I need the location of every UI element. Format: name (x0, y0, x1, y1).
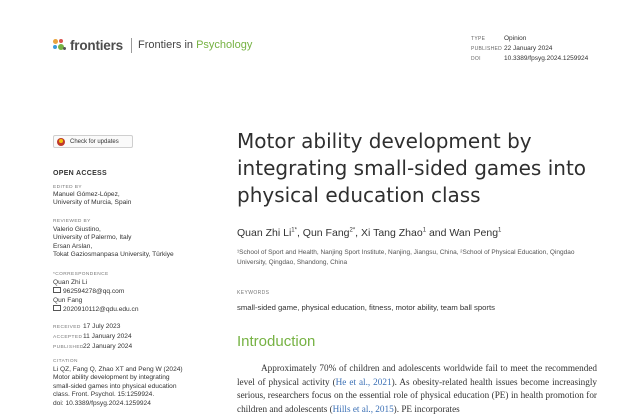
mail-icon (53, 287, 61, 293)
frontiers-logo[interactable] (53, 37, 123, 53)
correspondence-value: Quan Zhi Li 962594278@qq.com Qun Fang 2020910112@qdu.edu.cn (53, 279, 139, 314)
citation-link[interactable]: He et al., 2021 (335, 376, 392, 387)
citation-label: CITATION (53, 359, 78, 364)
section-heading: Introduction (237, 333, 316, 350)
check-for-updates-button[interactable]: Check for updates (53, 135, 133, 148)
received-date: RECEIVED 17 July 2023 (53, 323, 121, 330)
author[interactable]: Wan Peng$^1$ (449, 227, 502, 239)
accepted-date: ACCEPTED11 January 2024 (53, 333, 132, 340)
reviewed-by-value: Valerio Giustino, University of Palermo, Italy Ersan Arslan, Tokat Gaziosmanpasa University, Türkiye (53, 226, 174, 259)
correspondence-label: *CORRESPONDENCE (53, 272, 109, 277)
meta-published: PUBLISHED 22 January 2024 (471, 45, 553, 52)
keywords-label: KEYWORDS (237, 290, 270, 296)
citation-link[interactable]: Hills et al., 2015 (332, 403, 394, 414)
author[interactable]: Xi Tang Zhao$^1$ (361, 227, 427, 239)
body-text: Approximately 70% of children and adolescents worldwide fail to meet the recommended level of physical activity (He et al., 2021). As obesity-related health issues become increasingly serious, researchers focus on the essential role of physical education (PE) in health promotion for children and adolescents (Hills et al., 2015). PE incorporates (237, 363, 597, 414)
article-title: Motor ability development by integrating small-sided games into physical education class (237, 129, 587, 207)
mail-icon (53, 305, 61, 311)
author-list: Quan Zhi $Li^{1*}$, Qun Fang$^{2*}$, Xi Tang Zhao$^1$ and Wan Peng$^1$ (237, 227, 502, 239)
keywords-value: small-sided game, physical education, fitness, motor ability, team ball sports (237, 303, 495, 312)
email-link[interactable]: 2020910112@qdu.edu.cn (53, 305, 139, 314)
check-updates-icon (57, 138, 65, 146)
edited-by-value: Manuel Gómez-López, University of Murcia, Spain (53, 191, 132, 207)
author[interactable]: Qun Fang$^{2*}$ (302, 227, 356, 239)
affiliations: ¹School of Sport and Health, Nanjing Sport Institute, Nanjing, Jiangsu, China, ²School of Physical Education, Qingdao University, Qingdao, Shandong, China (237, 249, 575, 266)
journal-name[interactable]: Frontiers in Psychology (138, 39, 253, 51)
reviewed-by-label: REVIEWED BY (53, 219, 91, 224)
meta-type: TYPE Opinion (471, 35, 527, 42)
open-access-label: OPEN ACCESS (53, 170, 107, 177)
meta-doi[interactable]: DOI 10.3389/fpsyg.2024.1259924 (471, 55, 589, 62)
published-date: PUBLISHED22 January 2024 (53, 343, 133, 350)
author[interactable]: Quan Zhi $Li^{1*}$ (237, 227, 297, 239)
edited-by-label: EDITED BY (53, 185, 82, 190)
header-divider (131, 38, 132, 53)
frontiers-logo-icon (53, 39, 66, 52)
citation-value: Li QZ, Fang Q, Zhao XT and Peng W (2024) Motor ability development by integrating small-sided games into physical education class. Front. Psychol. 15:1259924. doi: 10.3389/fpsyg.2024.1259924 (53, 366, 183, 407)
logo-text: frontiers (70, 37, 123, 53)
email-link[interactable]: 962594278@qq.com (53, 287, 139, 296)
